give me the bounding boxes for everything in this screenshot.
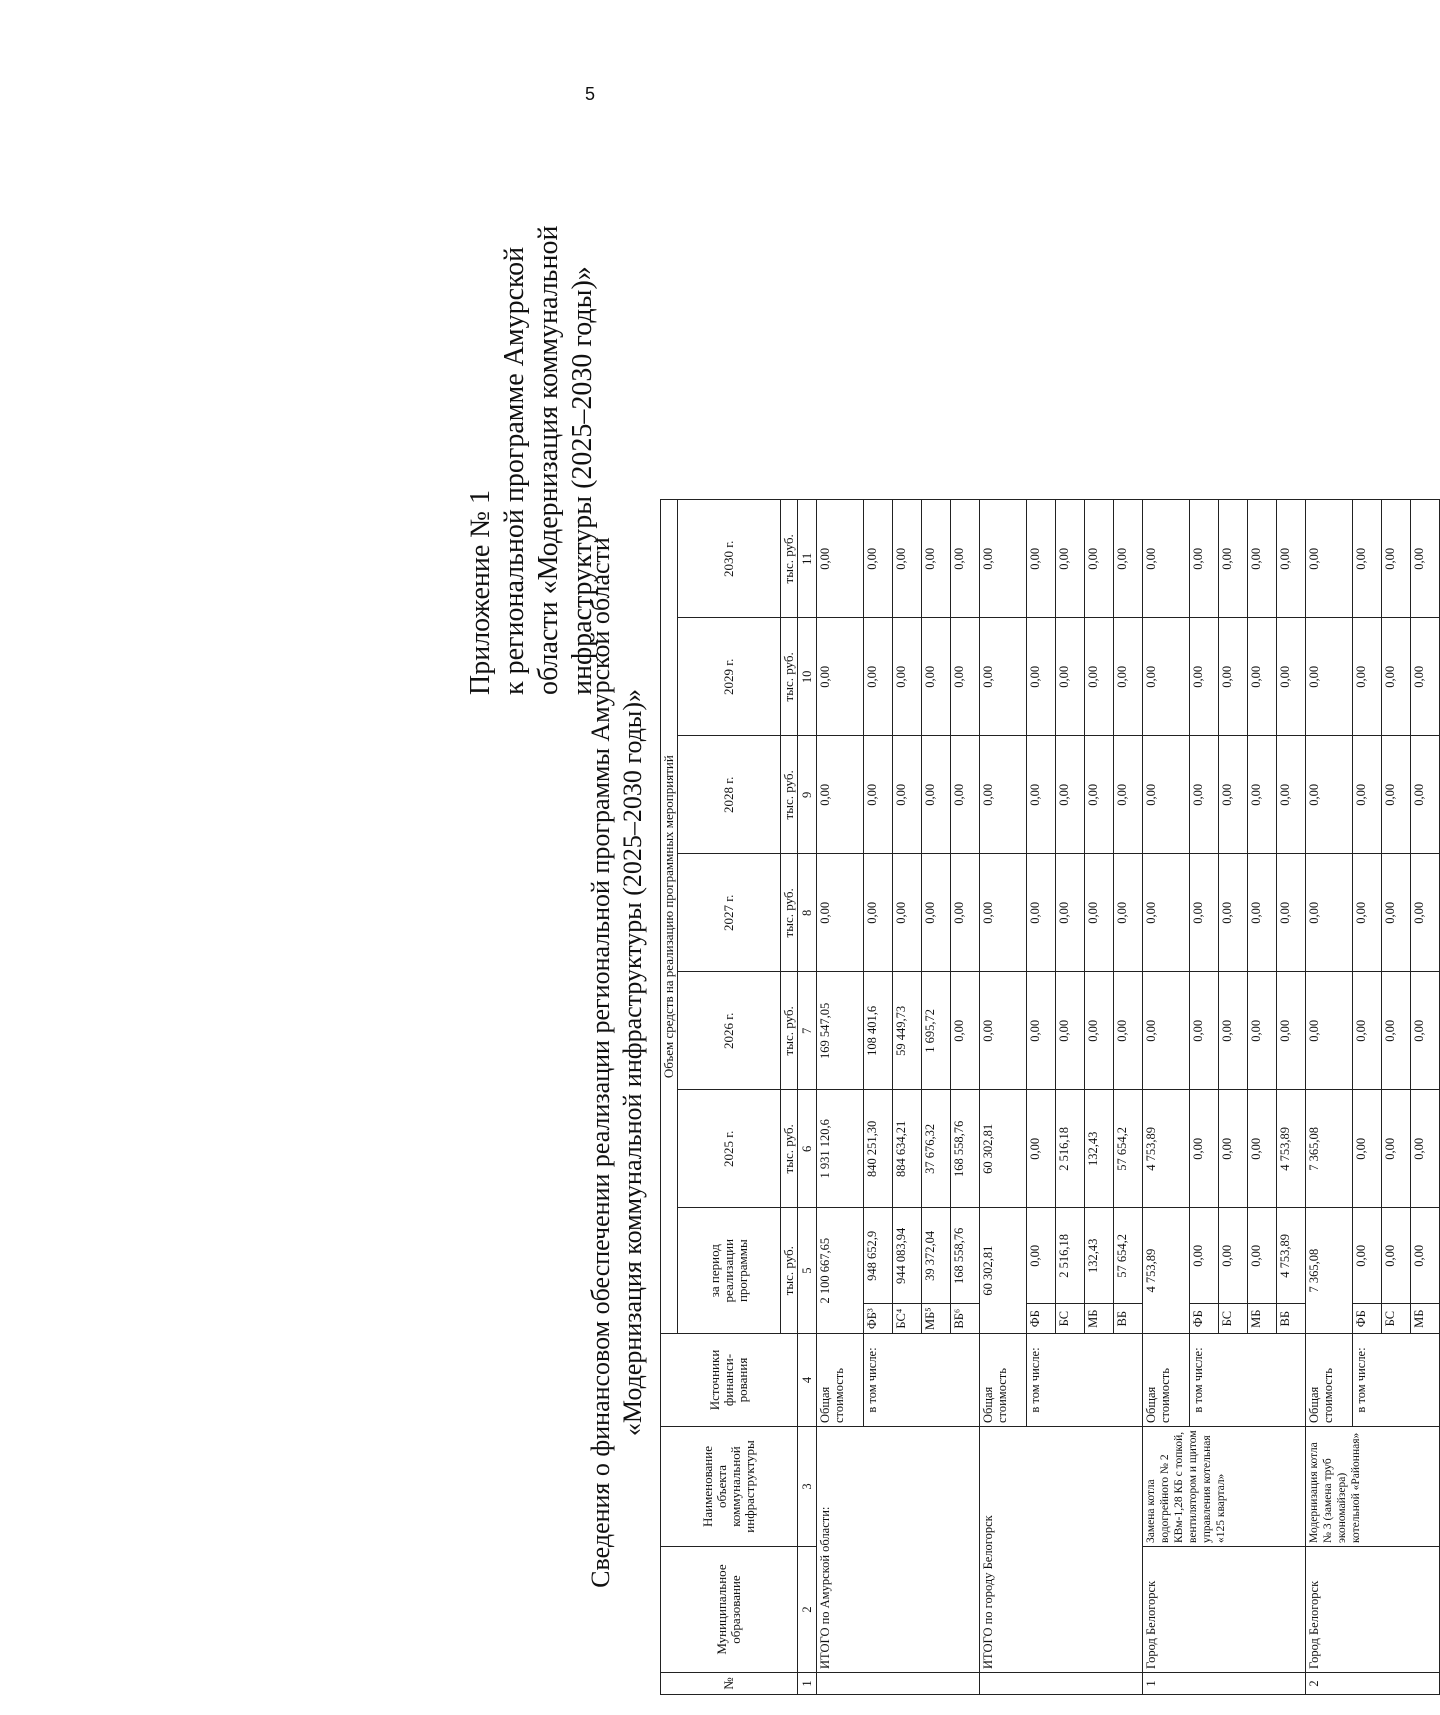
- value-cell: 0,00: [1143, 618, 1190, 736]
- value-cell: 0,00: [1085, 854, 1114, 972]
- value-cell: 840 251,30: [864, 1090, 893, 1208]
- object-name: Замена котла водогрейного № 2 КВм-1,28 КБ с топкой, вентилятором и щитом управления котельная «125 квартал»: [1143, 1427, 1306, 1547]
- rotated-page-content: [420, 95, 1426, 1715]
- value-cell: 0,00: [1114, 972, 1143, 1090]
- value-cell: 0,00: [922, 618, 951, 736]
- source-code: МБ⁵: [922, 1304, 951, 1334]
- heading-line-2: «Модернизация коммунальной инфраструктуры (2025–2030 годы)»: [618, 688, 647, 1437]
- value-cell: 0,00: [1027, 1208, 1056, 1304]
- value-cell: 0,00: [1353, 1208, 1382, 1304]
- value-cell: 0,00: [1027, 500, 1056, 618]
- value-cell: 0,00: [980, 854, 1027, 972]
- value-cell: 57 654,2: [1114, 1090, 1143, 1208]
- value-cell: 4 753,89: [1143, 1090, 1190, 1208]
- value-cell: 0,00: [1277, 854, 1306, 972]
- unit-label: тыс. руб.: [781, 1208, 798, 1334]
- value-cell: 0,00: [1353, 854, 1382, 972]
- value-cell: 0,00: [1353, 618, 1382, 736]
- value-cell: 0,00: [1027, 854, 1056, 972]
- value-cell: 0,00: [864, 854, 893, 972]
- value-cell: 0,00: [1143, 736, 1190, 854]
- value-cell: 0,00: [1219, 972, 1248, 1090]
- value-cell: 0,00: [1411, 736, 1440, 854]
- value-cell: 0,00: [1411, 618, 1440, 736]
- column-number: 2: [798, 1547, 817, 1673]
- value-cell: 0,00: [1306, 500, 1353, 618]
- value-cell: 0,00: [1411, 854, 1440, 972]
- value-cell: 0,00: [1056, 972, 1085, 1090]
- value-cell: 0,00: [951, 618, 980, 736]
- total-cost-label: Общая стоимость: [1143, 1334, 1190, 1427]
- value-cell: 0,00: [1248, 1208, 1277, 1304]
- value-cell: 2 516,18: [1056, 1208, 1085, 1304]
- value-cell: 0,00: [1114, 618, 1143, 736]
- col-header-y2029: 2029 г.: [678, 618, 781, 736]
- value-cell: 132,43: [1085, 1090, 1114, 1208]
- row-number: [817, 1673, 980, 1695]
- value-cell: 0,00: [1027, 618, 1056, 736]
- value-cell: 0,00: [1382, 854, 1411, 972]
- source-code: ВБ⁶: [951, 1304, 980, 1334]
- value-cell: 0,00: [1277, 736, 1306, 854]
- value-cell: 0,00: [1056, 854, 1085, 972]
- item-total-row: [1306, 500, 1353, 1695]
- value-cell: 0,00: [1085, 618, 1114, 736]
- value-cell: 168 558,76: [951, 1090, 980, 1208]
- value-cell: 132,43: [1085, 1208, 1114, 1304]
- value-cell: 0,00: [1027, 1090, 1056, 1208]
- value-cell: 0,00: [1190, 1208, 1219, 1304]
- value-cell: 59 449,73: [893, 972, 922, 1090]
- header-row: [661, 500, 678, 1695]
- including-label: в том числе:: [1190, 1334, 1306, 1427]
- value-cell: 0,00: [817, 736, 864, 854]
- object-name: Модернизация котла № 3 (замена труб экономайзера) котельной «Районная»: [1306, 1427, 1440, 1547]
- value-cell: 0,00: [1248, 618, 1277, 736]
- value-cell: 0,00: [980, 736, 1027, 854]
- appendix-line-2: к региональной программе Амурской: [499, 246, 530, 695]
- value-cell: 0,00: [893, 618, 922, 736]
- region-total-row: [817, 500, 864, 1695]
- col-header-object: Наименование объекта коммунальной инфраструктуры: [661, 1427, 798, 1547]
- value-cell: 0,00: [1353, 500, 1382, 618]
- value-cell: 0,00: [1143, 972, 1190, 1090]
- value-cell: 0,00: [1219, 736, 1248, 854]
- financing-table: [660, 499, 1440, 1695]
- appendix-line-4: инфраструктуры (2025–2030 годы)»: [567, 266, 598, 695]
- value-cell: 0,00: [951, 972, 980, 1090]
- source-code: ФБ³: [864, 1304, 893, 1334]
- value-cell: 37 676,32: [922, 1090, 951, 1208]
- value-cell: 7 365,08: [1306, 1208, 1353, 1334]
- value-cell: 0,00: [951, 854, 980, 972]
- total-name: ИТОГО по городу Белогорск: [980, 1427, 1143, 1673]
- row-number: 2: [1306, 1673, 1440, 1695]
- value-cell: 0,00: [951, 500, 980, 618]
- column-number: 8: [798, 854, 817, 972]
- value-cell: 0,00: [1219, 618, 1248, 736]
- value-cell: 0,00: [1114, 500, 1143, 618]
- value-cell: 0,00: [1411, 1090, 1440, 1208]
- value-cell: 0,00: [817, 854, 864, 972]
- value-cell: 4 753,89: [1277, 1208, 1306, 1304]
- source-code: МБ: [1248, 1304, 1277, 1334]
- value-cell: 0,00: [980, 618, 1027, 736]
- municipality-name: Город Белогорск: [1306, 1547, 1440, 1673]
- value-cell: 0,00: [1306, 972, 1353, 1090]
- value-cell: 0,00: [1027, 972, 1056, 1090]
- value-cell: 0,00: [1190, 736, 1219, 854]
- source-code: ВБ: [1114, 1304, 1143, 1334]
- value-cell: 60 302,81: [980, 1208, 1027, 1334]
- unit-label: тыс. руб.: [781, 736, 798, 854]
- col-header-volume: Объем средств на реализацию программных мероприятий: [661, 500, 678, 1334]
- value-cell: 0,00: [1353, 1090, 1382, 1208]
- total-cost-label: Общая стоимость: [817, 1334, 864, 1427]
- value-cell: 0,00: [893, 854, 922, 972]
- total-cost-label: Общая стоимость: [1306, 1334, 1353, 1427]
- column-number: 3: [798, 1427, 817, 1547]
- value-cell: 0,00: [1382, 736, 1411, 854]
- including-label: в том числе:: [1027, 1334, 1143, 1427]
- value-cell: 0,00: [1219, 1208, 1248, 1304]
- value-cell: 0,00: [1085, 500, 1114, 618]
- col-header-y2027: 2027 г.: [678, 854, 781, 972]
- total-cost-label: Общая стоимость: [980, 1334, 1027, 1427]
- value-cell: 0,00: [864, 618, 893, 736]
- value-cell: 0,00: [1143, 500, 1190, 618]
- value-cell: 0,00: [922, 736, 951, 854]
- value-cell: 2 516,18: [1056, 1090, 1085, 1208]
- value-cell: 0,00: [1382, 1090, 1411, 1208]
- value-cell: 0,00: [922, 854, 951, 972]
- value-cell: 0,00: [1143, 854, 1190, 972]
- city-total-row: [980, 500, 1027, 1695]
- value-cell: 0,00: [817, 500, 864, 618]
- heading-line-1: Сведения о финансовом обеспечении реализации региональной программы Амурской области: [586, 537, 615, 1588]
- column-number: 1: [798, 1673, 817, 1695]
- column-number: 10: [798, 618, 817, 736]
- row-number: 1: [1143, 1673, 1306, 1695]
- item-total-row: [1143, 500, 1190, 1695]
- unit-label: тыс. руб.: [781, 618, 798, 736]
- document-heading: [585, 410, 649, 1715]
- column-number: 7: [798, 972, 817, 1090]
- column-number: 11: [798, 500, 817, 618]
- value-cell: 0,00: [1219, 854, 1248, 972]
- value-cell: 0,00: [893, 500, 922, 618]
- value-cell: 0,00: [864, 736, 893, 854]
- value-cell: 0,00: [1306, 854, 1353, 972]
- source-code: МБ: [1411, 1304, 1440, 1334]
- unit-label: тыс. руб.: [781, 854, 798, 972]
- row-number: [980, 1673, 1143, 1695]
- unit-label: тыс. руб.: [781, 1090, 798, 1208]
- value-cell: 0,00: [1056, 736, 1085, 854]
- including-label: в том числе:: [1353, 1334, 1440, 1427]
- value-cell: 0,00: [922, 500, 951, 618]
- value-cell: 0,00: [1056, 500, 1085, 618]
- source-code: БС: [1219, 1304, 1248, 1334]
- total-name: ИТОГО по Амурской области:: [817, 1427, 980, 1673]
- value-cell: 0,00: [1027, 736, 1056, 854]
- value-cell: 169 547,05: [817, 972, 864, 1090]
- value-cell: 0,00: [864, 500, 893, 618]
- column-number: 4: [798, 1334, 817, 1427]
- page-number: 5: [585, 84, 596, 104]
- value-cell: 4 753,89: [1143, 1208, 1190, 1334]
- value-cell: 0,00: [1248, 500, 1277, 618]
- column-number: 9: [798, 736, 817, 854]
- appendix-block: [464, 135, 600, 695]
- value-cell: 0,00: [1277, 500, 1306, 618]
- value-cell: 60 302,81: [980, 1090, 1027, 1208]
- value-cell: 0,00: [1353, 736, 1382, 854]
- municipality-name: Город Белогорск: [1143, 1547, 1306, 1673]
- value-cell: 0,00: [980, 500, 1027, 618]
- col-header-y2028: 2028 г.: [678, 736, 781, 854]
- source-code: ФБ: [1190, 1304, 1219, 1334]
- value-cell: 108 401,6: [864, 972, 893, 1090]
- col-header-period: за период реализации программы: [678, 1208, 781, 1334]
- source-code: ФБ: [1027, 1304, 1056, 1334]
- column-numbers-row: [798, 500, 817, 1695]
- column-number: 5: [798, 1208, 817, 1334]
- col-header-y2030: 2030 г.: [678, 500, 781, 618]
- source-code: ФБ: [1353, 1304, 1382, 1334]
- source-code: МБ: [1085, 1304, 1114, 1334]
- col-header-municipality: Муниципальное образование: [661, 1547, 798, 1673]
- unit-label: тыс. руб.: [781, 972, 798, 1090]
- value-cell: 0,00: [1219, 500, 1248, 618]
- value-cell: 0,00: [951, 736, 980, 854]
- value-cell: 0,00: [1190, 618, 1219, 736]
- source-code: БС: [1382, 1304, 1411, 1334]
- including-label: в том числе:: [864, 1334, 980, 1427]
- value-cell: 1 695,72: [922, 972, 951, 1090]
- source-code: БС⁴: [893, 1304, 922, 1334]
- value-cell: 0,00: [1248, 854, 1277, 972]
- value-cell: 0,00: [1248, 1090, 1277, 1208]
- value-cell: 0,00: [1382, 500, 1411, 618]
- value-cell: 7 365,08: [1306, 1090, 1353, 1208]
- col-header-sources: Источники финанси-рования: [661, 1334, 798, 1427]
- value-cell: 0,00: [817, 618, 864, 736]
- value-cell: 0,00: [1306, 736, 1353, 854]
- value-cell: 0,00: [1114, 736, 1143, 854]
- value-cell: 1 931 120,6: [817, 1090, 864, 1208]
- appendix-line-3: области «Модернизация коммунальной: [533, 225, 564, 695]
- value-cell: 4 753,89: [1277, 1090, 1306, 1208]
- source-code: БС: [1056, 1304, 1085, 1334]
- value-cell: 0,00: [893, 736, 922, 854]
- unit-label: тыс. руб.: [781, 500, 798, 618]
- value-cell: 39 372,04: [922, 1208, 951, 1304]
- value-cell: 0,00: [1353, 972, 1382, 1090]
- column-number: 6: [798, 1090, 817, 1208]
- value-cell: 57 654,2: [1114, 1208, 1143, 1304]
- value-cell: 0,00: [1085, 736, 1114, 854]
- source-code: ВБ: [1277, 1304, 1306, 1334]
- value-cell: 0,00: [1248, 972, 1277, 1090]
- value-cell: 0,00: [1277, 972, 1306, 1090]
- value-cell: 0,00: [1190, 972, 1219, 1090]
- value-cell: 948 652,9: [864, 1208, 893, 1304]
- value-cell: 0,00: [1190, 500, 1219, 618]
- value-cell: 0,00: [1085, 972, 1114, 1090]
- appendix-line-1: Приложение № 1: [465, 490, 496, 695]
- col-header-y2025: 2025 г.: [678, 1090, 781, 1208]
- value-cell: 168 558,76: [951, 1208, 980, 1304]
- value-cell: 0,00: [1411, 1208, 1440, 1304]
- value-cell: 0,00: [1382, 972, 1411, 1090]
- value-cell: 0,00: [1190, 1090, 1219, 1208]
- value-cell: 0,00: [980, 972, 1027, 1090]
- value-cell: 0,00: [1277, 618, 1306, 736]
- value-cell: 0,00: [1382, 618, 1411, 736]
- value-cell: 884 634,21: [893, 1090, 922, 1208]
- value-cell: 944 083,94: [893, 1208, 922, 1304]
- value-cell: 0,00: [1219, 1090, 1248, 1208]
- value-cell: 0,00: [1190, 854, 1219, 972]
- value-cell: 0,00: [1056, 618, 1085, 736]
- col-header-no: №: [661, 1673, 798, 1695]
- value-cell: 0,00: [1114, 854, 1143, 972]
- value-cell: 0,00: [1382, 1208, 1411, 1304]
- value-cell: 2 100 667,65: [817, 1208, 864, 1334]
- col-header-y2026: 2026 г.: [678, 972, 781, 1090]
- value-cell: 0,00: [1306, 618, 1353, 736]
- value-cell: 0,00: [1248, 736, 1277, 854]
- value-cell: 0,00: [1411, 972, 1440, 1090]
- value-cell: 0,00: [1411, 500, 1440, 618]
